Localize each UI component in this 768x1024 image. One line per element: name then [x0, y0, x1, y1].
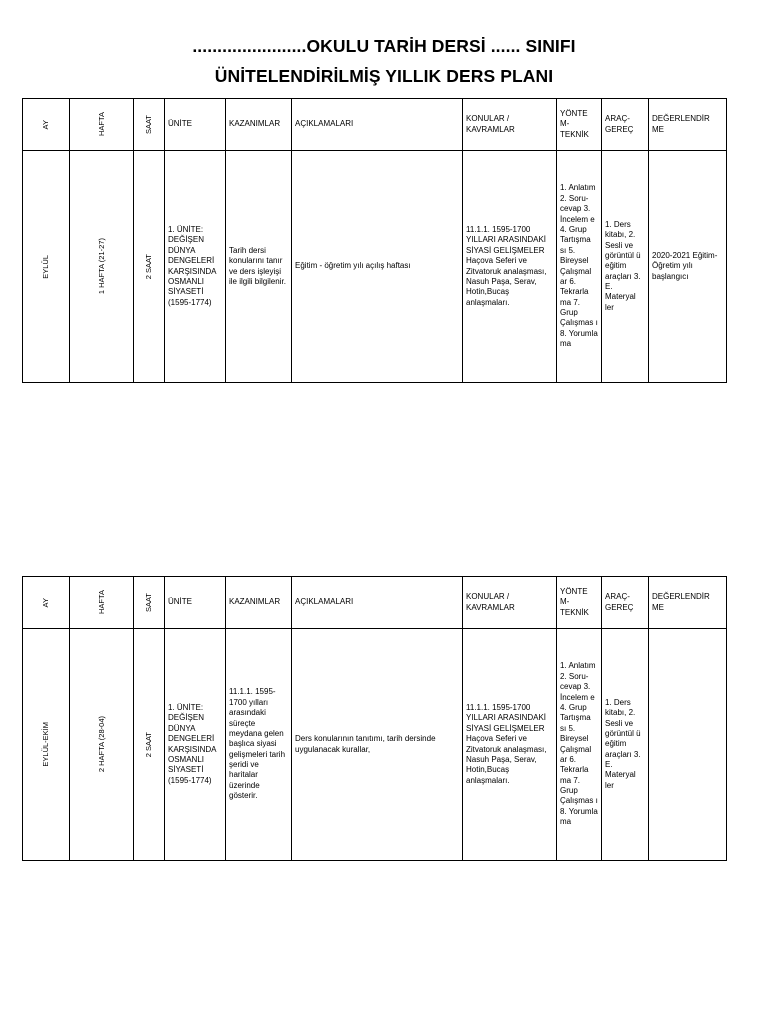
header-hafta: HAFTA	[70, 577, 134, 629]
header-ay: AY	[23, 99, 70, 151]
cell-hafta: 2 HAFTA (28-04)	[70, 629, 134, 861]
header-arac: ARAÇ- GEREÇ	[602, 577, 649, 629]
cell-aciklamalar: Eğitim - öğretim yılı açılış haftası	[292, 151, 463, 383]
header-unite: ÜNİTE	[165, 577, 226, 629]
header-aciklamalar: AÇIKLAMALARI	[292, 577, 463, 629]
header-konular: KONULAR / KAVRAMLAR	[463, 99, 557, 151]
table-row	[23, 151, 727, 383]
cell-yontem: 1. Anlatım 2. Soru-cevap 3. İncelem e 4. Grup Tartışma sı 5. Bireysel Çalışmal ar 6. Tekrarla ma 7. Grup Çalışmas ı 8. Yorumla ma	[557, 151, 602, 383]
table-header-row	[23, 99, 727, 151]
plan-table-week-2	[22, 576, 727, 861]
header-degerlendirme: DEĞERLENDİR ME	[649, 99, 727, 151]
header-yontem: YÖNTE M- TEKNİK	[557, 577, 602, 629]
header-saat: SAAT	[134, 99, 165, 151]
header-unite: ÜNİTE	[165, 99, 226, 151]
header-saat: SAAT	[134, 577, 165, 629]
cell-arac: 1. Ders kitabı, 2. Sesli ve görüntül ü eğitim araçları 3. E. Materyal ler	[602, 151, 649, 383]
cell-konular: 11.1.1. 1595-1700 YILLARI ARASINDAKİ SİYASİ GELİŞMELER Haçova Seferi ve Zitvatoruk analaşması, Nasuh Paşa, Serav, Hotin,Bucaş anlaşmaları.	[463, 629, 557, 861]
header-kazanimlar: KAZANIMLAR	[226, 577, 292, 629]
cell-hafta: 1 HAFTA (21-27)	[70, 151, 134, 383]
cell-kazanimlar: Tarih dersi konularını tanır ve ders işleyişi ile ilgili bilgilenir.	[226, 151, 292, 383]
cell-ay: EYLÜL-EKİM	[23, 629, 70, 861]
header-ay: AY	[23, 577, 70, 629]
cell-yontem: 1. Anlatım 2. Soru-cevap 3. İncelem e 4. Grup Tartışma sı 5. Bireysel Çalışmal ar 6. Tekrarla ma 7. Grup Çalışmas ı 8. Yorumla ma	[557, 629, 602, 861]
cell-saat: 2 SAAT	[134, 629, 165, 861]
document-title-line1: .......................OKULU TARİH DERSİ ...... SINIFI	[192, 36, 576, 56]
header-degerlendirme: DEĞERLENDİR ME	[649, 577, 727, 629]
cell-ay: EYLÜL	[23, 151, 70, 383]
document-title-line2: ÜNİTELENDİRİLMİŞ YILLIK DERS PLANI	[214, 66, 554, 86]
cell-degerlendirme: 2020-2021 Eğitim-Öğretim yılı başlangıcı	[649, 151, 727, 383]
cell-unite: 1. ÜNİTE: DEĞİŞEN DÜNYA DENGELERİ KARŞISINDA OSMANLI SİYASETİ (1595-1774)	[165, 629, 226, 861]
header-konular: KONULAR / KAVRAMLAR	[463, 577, 557, 629]
cell-unite: 1. ÜNİTE: DEĞİŞEN DÜNYA DENGELERİ KARŞISINDA OSMANLI SİYASETİ (1595-1774)	[165, 151, 226, 383]
cell-arac: 1. Ders kitabı, 2. Sesli ve görüntül ü eğitim araçları 3. E. Materyal ler	[602, 629, 649, 861]
cell-konular: 11.1.1. 1595-1700 YILLARI ARASINDAKİ SİYASİ GELİŞMELER Haçova Seferi ve Zitvatoruk analaşması, Nasuh Paşa, Serav, Hotin,Bucaş anlaşmaları.	[463, 151, 557, 383]
plan-table-week-1	[22, 98, 727, 383]
header-kazanimlar: KAZANIMLAR	[226, 99, 292, 151]
cell-saat: 2 SAAT	[134, 151, 165, 383]
header-arac: ARAÇ- GEREÇ	[602, 99, 649, 151]
table-header-row	[23, 577, 727, 629]
cell-degerlendirme	[649, 629, 727, 861]
cell-aciklamalar: Ders konularının tanıtımı, tarih dersinde uygulanacak kurallar,	[292, 629, 463, 861]
cell-kazanimlar: 11.1.1. 1595-1700 yılları arasındaki süreçte meydana gelen başlıca siyasi gelişmeleri tarih şeridi ve haritalar üzerinde gösterir.	[226, 629, 292, 861]
header-yontem: YÖNTE M- TEKNİK	[557, 99, 602, 151]
header-hafta: HAFTA	[70, 99, 134, 151]
header-aciklamalar: AÇIKLAMALARI	[292, 99, 463, 151]
table-row	[23, 629, 727, 861]
